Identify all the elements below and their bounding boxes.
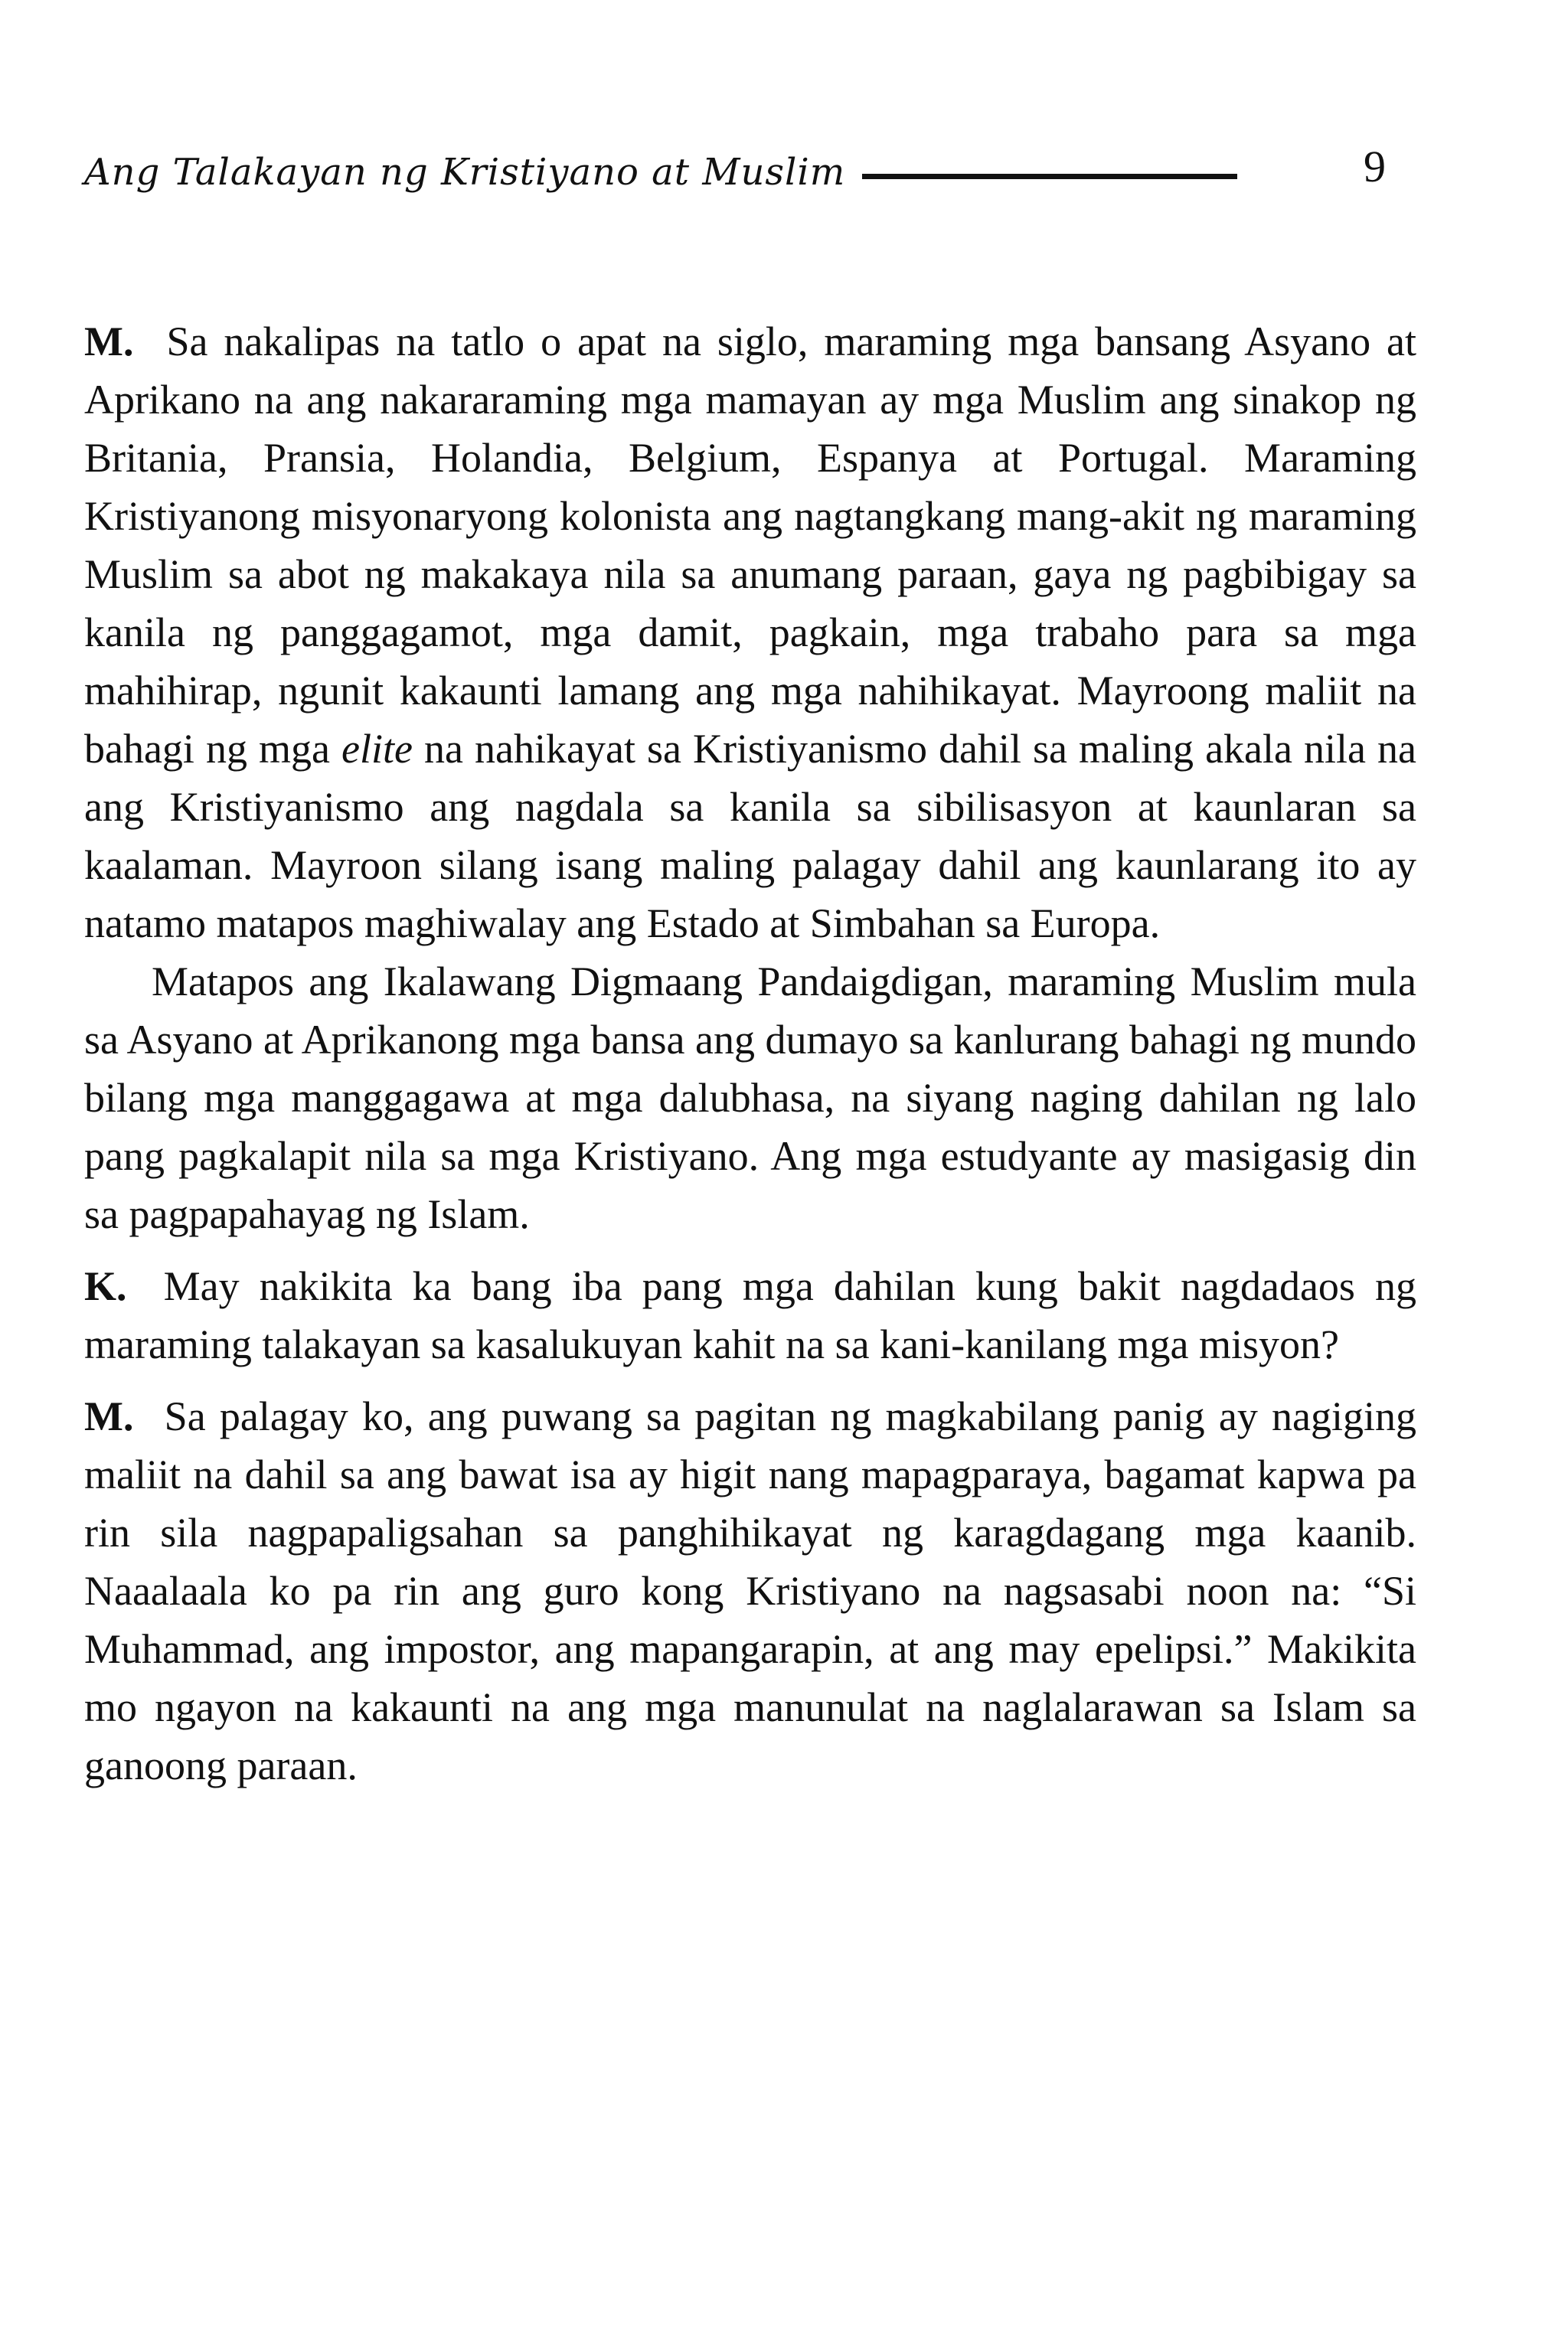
- paragraph-text: Sa palagay ko, ang puwang sa pagitan ng magkabilang panig ay nagiging maliit na dahil sa ang bawat isa ay higit nang mapagparaya, bagamat kapwa pa rin sila nagpapaligsahan sa panghihikayat ng karagdagang mga kaanib. Naaalaala ko pa rin ang guro kong Kristiyano na nagsasabi noon na: “Si Muhammad, ang impostor, ang mapangarapin, at ang may epelipsi.” Makikita mo ngayon na kakaunti na ang mga manunulat na naglalarawan sa Islam sa ganoong paraan.: [84, 1393, 1416, 1788]
- speaker-label: M.: [84, 1393, 134, 1439]
- dialogue-section-m-2: [84, 1387, 1416, 1795]
- speaker-label: M.: [84, 318, 134, 364]
- italic-term: elite: [341, 726, 413, 772]
- dialogue-section-m-1: [84, 312, 1416, 1243]
- dialogue-paragraph: Matapos ang Ikalawang Digmaang Pandaigdigan, maraming Muslim mula sa Asyano at Aprikanong mga bansa ang dumayo sa kanlurang bahagi ng mundo bilang mga manggagawa at mga dalubhasa, na siyang naging dahilan ng lalo pang pagkalapit nila sa mga Kristiyano. Ang mga estudyante ay masigasig din sa pagpapahayag ng Islam.: [84, 958, 1416, 1237]
- dialogue-section-k: [84, 1257, 1416, 1373]
- dialogue-paragraph: [84, 1257, 1416, 1373]
- dialogue-paragraph: [84, 312, 1416, 952]
- header-rule: [862, 174, 1237, 179]
- dialogue-paragraph: [84, 1387, 1416, 1795]
- page-number: 9: [1364, 142, 1386, 191]
- speaker-label: K.: [84, 1263, 127, 1309]
- document-body: [84, 299, 1416, 1795]
- paragraph-text: Sa nakalipas na tatlo o apat na siglo, maraming mga bansang Asyano at Aprikano na ang nakararaming mga mamayan ay mga Muslim ang sinakop ng Britania, Pransia, Holandia, Belgium, Espanya at Portugal. Maraming Kristiyanong misyonaryong kolonista ang nagtangkang mang-akit ng maraming Muslim sa abot ng makakaya nila sa anumang paraan, gaya ng pagbibigay sa kanila ng panggagamot, mga damit, pagkain, mga trabaho para sa mga mahihirap, ngunit kakaunti lamang ang mga nahihikayat. Mayroong maliit na bahagi ng mga: [84, 318, 1417, 772]
- running-title: Ang Talakayan ng Kristiyano at Muslim: [84, 151, 846, 194]
- paragraph-text: na nahikayat sa Kristiyanismo dahil sa maling akala nila na ang Kristiyanismo ang nagdala sa kanila sa sibilisasyon at kaunlaran sa kaalaman. Mayroon silang isang maling palagay dahil ang kaunlarang ito ay natamo matapos maghiwalay ang Estado at Simbahan sa Europa.: [84, 726, 1416, 946]
- paragraph-text: May nakikita ka bang iba pang mga dahilan kung bakit nagdadaos ng maraming talakayan sa kasalukuyan kahit na sa kani-kanilang mga misyon?: [84, 1263, 1417, 1367]
- running-header: [84, 130, 1386, 214]
